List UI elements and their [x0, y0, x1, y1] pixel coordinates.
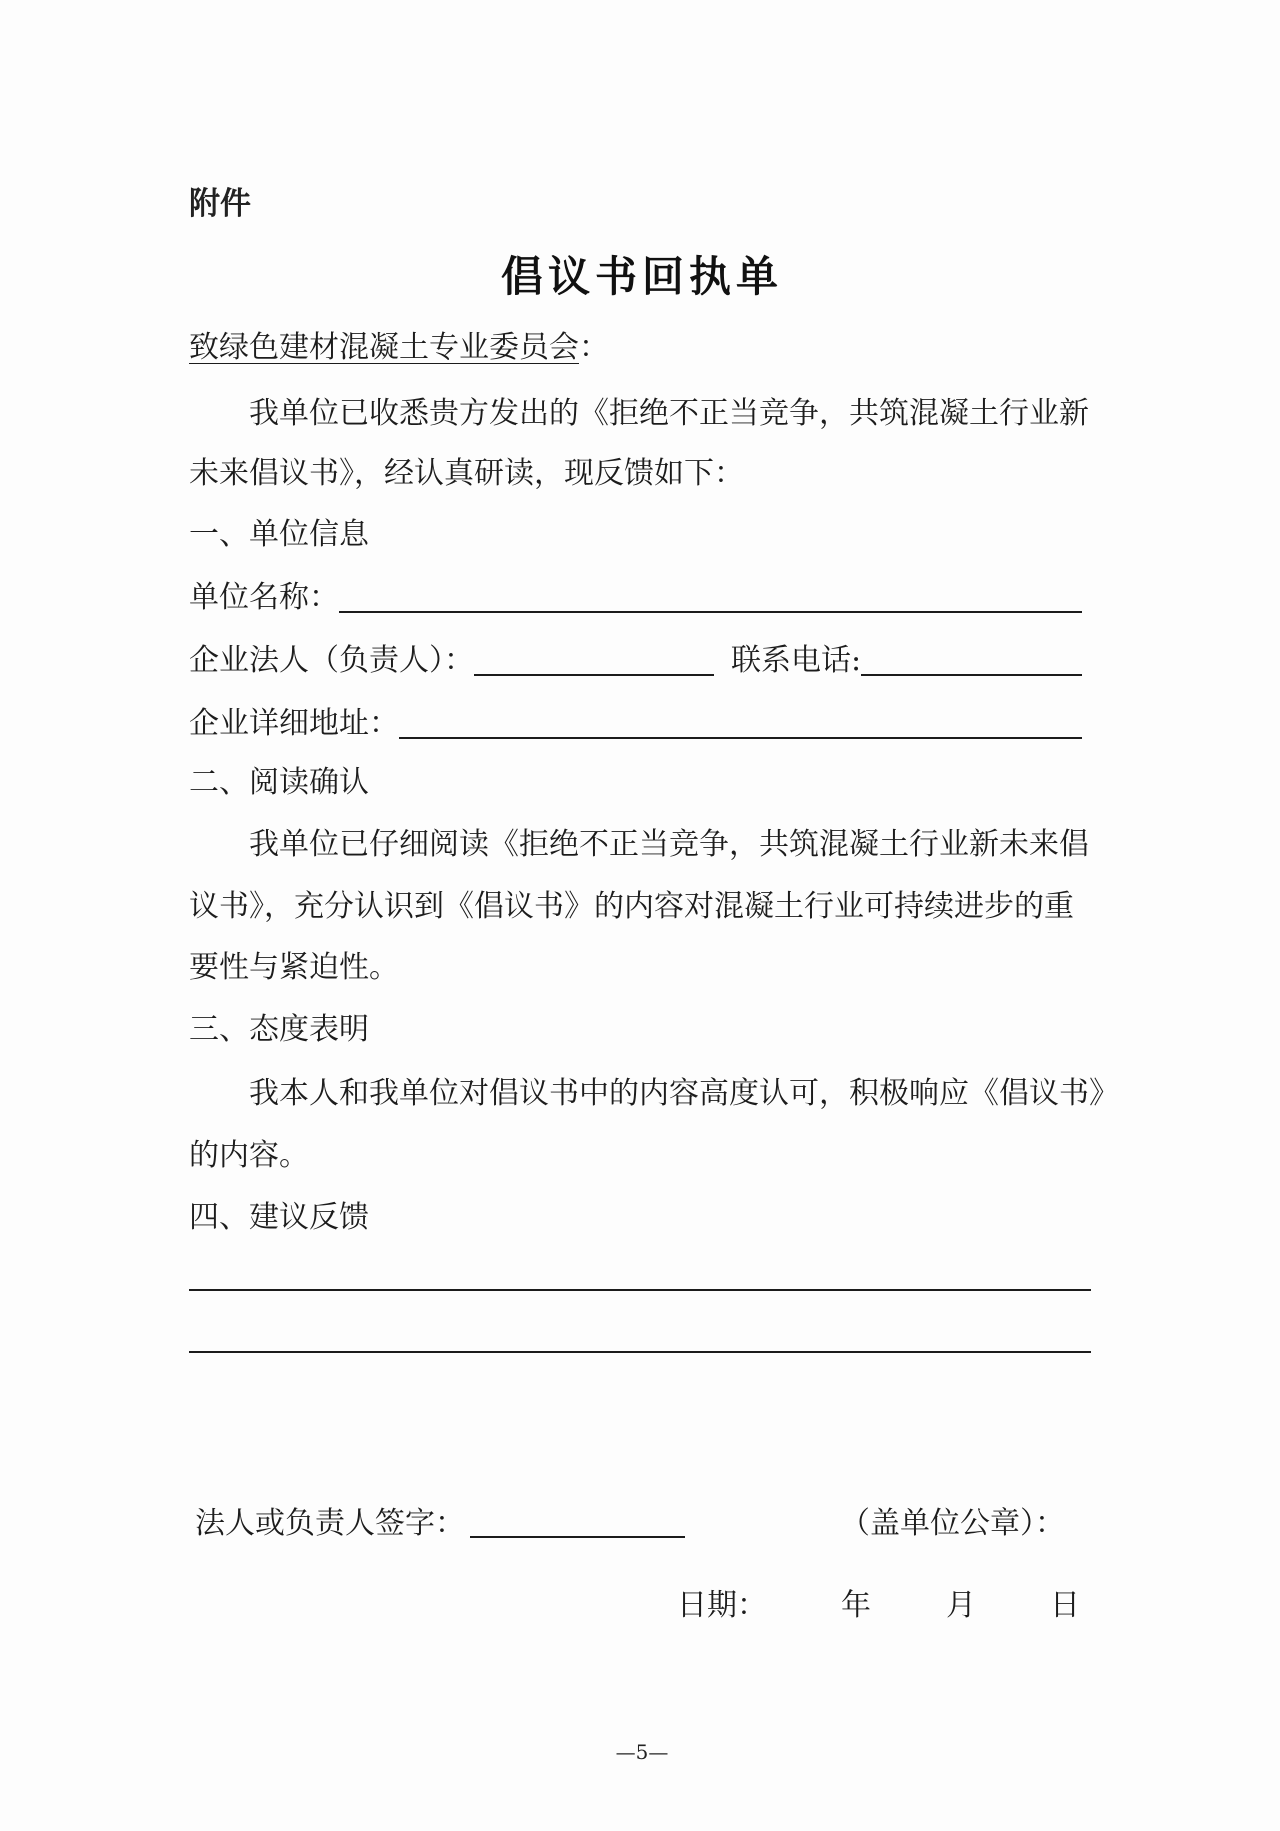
date-label: 日期：	[677, 1588, 767, 1623]
feedback-blank-line	[189, 1351, 1091, 1353]
unit-name-row	[189, 580, 1082, 615]
paragraph-line: 议书》，充分认识到《倡议书》的内容对混凝土行业可持续进步的重	[189, 889, 1074, 924]
address-blank-line	[399, 709, 1082, 739]
phone-label: 联系电话:	[731, 643, 862, 678]
page-number: —5—	[615, 1740, 669, 1764]
paragraph-line: 我本人和我单位对倡议书中的内容高度认可，积极响应《倡议书》	[249, 1076, 1119, 1111]
paragraph-line: 的内容。	[189, 1138, 309, 1173]
unit-name-label: 单位名称：	[189, 580, 339, 615]
feedback-blank-line	[189, 1289, 1091, 1291]
intro-line: 未来倡议书》，经认真研读，现反馈如下：	[189, 456, 744, 491]
salutation-recipient: 致绿色建材混凝土专业委员会	[189, 330, 579, 365]
paragraph-line: 要性与紧迫性。	[189, 950, 399, 985]
signer-label: 法人或负责人签字：	[195, 1506, 465, 1541]
section-heading-feedback: 四、建议反馈	[189, 1200, 369, 1235]
signature-blank-line	[470, 1536, 685, 1538]
attachment-label: 附件	[189, 186, 251, 222]
intro-line: 我单位已收悉贵方发出的《拒绝不正当竞争，共筑混凝土行业新	[249, 396, 1089, 431]
phone-blank-line	[861, 646, 1082, 676]
legal-person-row	[189, 643, 1082, 678]
legal-person-label: 企业法人（负责人）：	[189, 643, 474, 678]
seal-label: （盖单位公章）：	[840, 1506, 1065, 1541]
paragraph-line: 我单位已仔细阅读《拒绝不正当竞争，共筑混凝土行业新未来倡	[249, 827, 1089, 862]
legal-person-blank-line	[474, 646, 714, 676]
section-heading-attitude: 三、态度表明	[189, 1012, 369, 1047]
address-label: 企业详细地址：	[189, 706, 399, 741]
section-heading-unit-info: 一、单位信息	[189, 517, 369, 552]
section-heading-reading-confirmation: 二、阅读确认	[189, 765, 369, 800]
date-day-label: 日	[1050, 1588, 1080, 1623]
salutation	[189, 330, 609, 365]
document-title: 倡议书回执单	[500, 252, 783, 301]
date-month-label: 月	[946, 1588, 976, 1623]
date-year-label: 年	[841, 1588, 871, 1623]
address-row	[189, 706, 1082, 741]
unit-name-blank-line	[339, 583, 1082, 613]
salutation-colon: ：	[579, 330, 609, 365]
